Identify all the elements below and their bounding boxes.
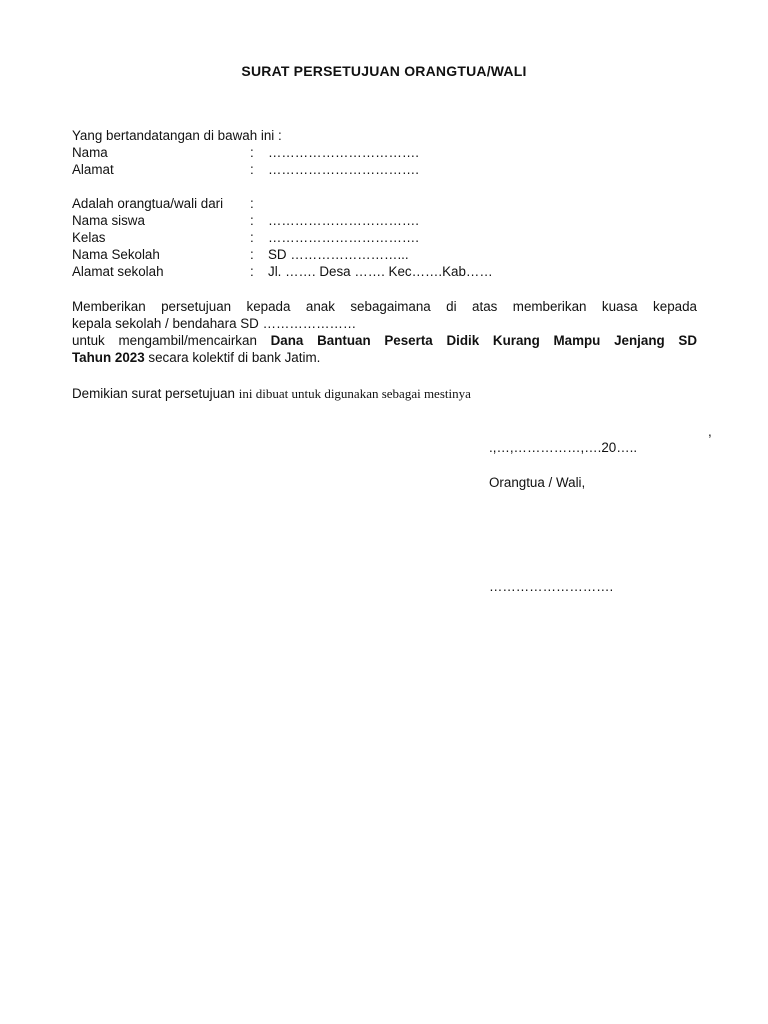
signer-role: Orangtua / Wali,	[489, 475, 586, 490]
field-value: …………………………….	[268, 162, 420, 177]
field-colon: :	[250, 196, 254, 211]
consent-bold-text: Dana Bantuan Peserta Didik Kurang Mampu Jenjang SD	[270, 333, 697, 348]
field-label: Alamat	[72, 162, 114, 177]
field-value: SD ……………………...	[268, 247, 409, 262]
field-colon: :	[250, 247, 254, 262]
closing-sentence	[72, 385, 697, 402]
date-line: .,…,……………,….20…..	[489, 440, 638, 455]
field-colon: :	[250, 213, 254, 228]
field-value: …………………………….	[268, 213, 420, 228]
document-title: SURAT PERSETUJUAN ORANGTUA/WALI	[241, 63, 527, 79]
field-label: Nama siswa	[72, 213, 145, 228]
consent-line: kepala sekolah / bendahara SD …………………	[72, 316, 357, 331]
field-value: …………………………….	[268, 230, 420, 245]
field-value: Jl. ……. Desa ……. Kec…….Kab……	[268, 264, 493, 279]
consent-line: Memberikan persetujuan kepada anak sebagaimana di atas memberikan kuasa kepada	[72, 299, 697, 314]
field-label: Nama	[72, 145, 108, 160]
field-colon: :	[250, 162, 254, 177]
child-intro-label: Adalah orangtua/wali dari	[72, 196, 224, 211]
intro-text: Yang bertandatangan di bawah ini :	[72, 128, 282, 143]
field-row-nama	[72, 144, 420, 161]
consent-line-bold	[72, 332, 697, 349]
consent-text: secara kolektif di bank Jatim.	[144, 350, 321, 365]
field-label: Alamat sekolah	[72, 264, 164, 279]
consent-text: untuk mengambil/mencairkan	[72, 333, 271, 348]
consent-bold-year: Tahun 2023	[72, 350, 145, 365]
consent-line	[72, 349, 697, 366]
field-row-alamat	[72, 161, 420, 178]
closing-sans-text: Demikian surat persetujuan	[72, 386, 239, 401]
signature-name-line: ……………………….	[489, 579, 614, 594]
field-label: Kelas	[72, 230, 106, 245]
field-colon: :	[250, 145, 254, 160]
field-label: Nama Sekolah	[72, 247, 160, 262]
stray-comma: ,	[708, 424, 712, 439]
closing-line	[72, 385, 697, 402]
field-colon: :	[250, 230, 254, 245]
consent-paragraph	[72, 298, 697, 366]
closing-serif-text: ini dibuat untuk digunakan sebagai mestinya	[238, 386, 471, 401]
parent-identity-block	[72, 127, 420, 178]
field-value: …………………………….	[268, 145, 420, 160]
field-colon: :	[250, 264, 254, 279]
